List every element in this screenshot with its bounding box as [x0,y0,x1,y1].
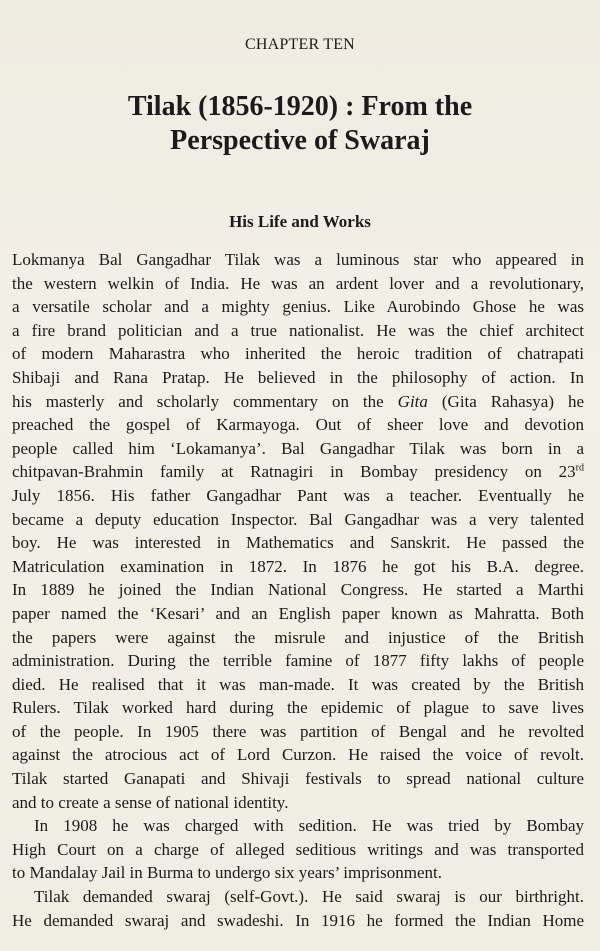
text-line: and to create a sense of national identity. [12,792,289,812]
chapter-title [40,90,560,158]
text-line: Matriculation examination in 1872. In 1876 he got his B.A. degree. [12,556,584,576]
text-line: Tilak started Ganapati and Shivaji festivals to spread national culture [12,769,584,789]
text-line: of the people. In 1905 there was partition of Bengal and he revolted [12,721,584,741]
text-line: boy. He was interested in Mathematics and Sanskrit. He passed the [12,533,584,553]
text-line: a versatile scholar and a mighty genius. Like Aurobindo Ghose he was [12,297,584,317]
text-line: Shibaji and Rana Pratap. He believed in the philosophy of action. In [12,367,584,387]
text-line: a fire brand politician and a true nationalist. He was the chief architect [12,320,584,340]
text-line: paper named the ‘Kesari’ and an English paper known as Mahratta. Both [12,603,584,623]
text-fragment: his masterly and scholarly commentary on the [12,391,384,411]
text-line: July 1856. His father Gangadhar Pant was a teacher. Eventually he [12,485,584,505]
text-line: of modern Maharastra who inherited the heroic tradition of chatrapati [12,344,584,364]
body-text [12,248,584,932]
text-line: people called him ‘Lokamanya’. Bal Gangadhar Tilak was born in a [12,438,584,458]
text-line: to Mandalay Jail in Burma to undergo six years’ imprisonment. [12,863,442,883]
text-line: died. He realised that it was man-made. It was created by the British [12,674,584,694]
text-line: High Court on a charge of alleged seditious writings and was transported [12,839,584,859]
chapter-title-line-2: Perspective of Swaraj [170,125,430,156]
text-line: He demanded swaraj and swadeshi. In 1916 he formed the Indian Home [12,910,584,930]
text-line: administration. During the terrible famine of 1877 fifty lakhs of people [12,651,584,671]
chapter-label: CHAPTER TEN [245,36,355,53]
text-line: In 1889 he joined the Indian National Congress. He started a Marthi [12,580,584,600]
chapter-title-line-1: Tilak (1856-1920) : From the [127,91,473,122]
text-line: Rulers. Tilak worked hard during the epidemic of plague to save lives [12,698,584,718]
text-fragment: chitpavan-Brahmin family at Ratnagiri in Bombay presidency on 23 [12,462,576,482]
text-fragment: (Gita Rahasya) he [441,391,585,411]
gita-italic: Gita [397,391,428,411]
text-line: preached the gospel of Karmayoga. Out of sheer love and devotion [12,415,584,435]
text-line: against the atrocious act of Lord Curzon. He raised the voice of revolt. [12,745,584,765]
section-heading: His Life and Works [229,212,371,231]
text-line [12,390,584,414]
text-line: In 1908 he was charged with sedition. He was tried by Bombay [34,816,584,836]
superscript-rd: rd [575,462,584,474]
text-line: Lokmanya Bal Gangadhar Tilak was a luminous star who appeared in [12,250,584,269]
text-line [12,460,584,484]
text-line: Tilak demanded swaraj (self-Govt.). He said swaraj is our birthright. [34,887,584,907]
text-line: the papers were against the misrule and injustice of the British [12,627,584,647]
text-line: became a deputy education Inspector. Bal Gangadhar was a very talented [12,509,584,529]
text-line: the western welkin of India. He was an ardent lover and a revolutionary, [12,273,584,293]
